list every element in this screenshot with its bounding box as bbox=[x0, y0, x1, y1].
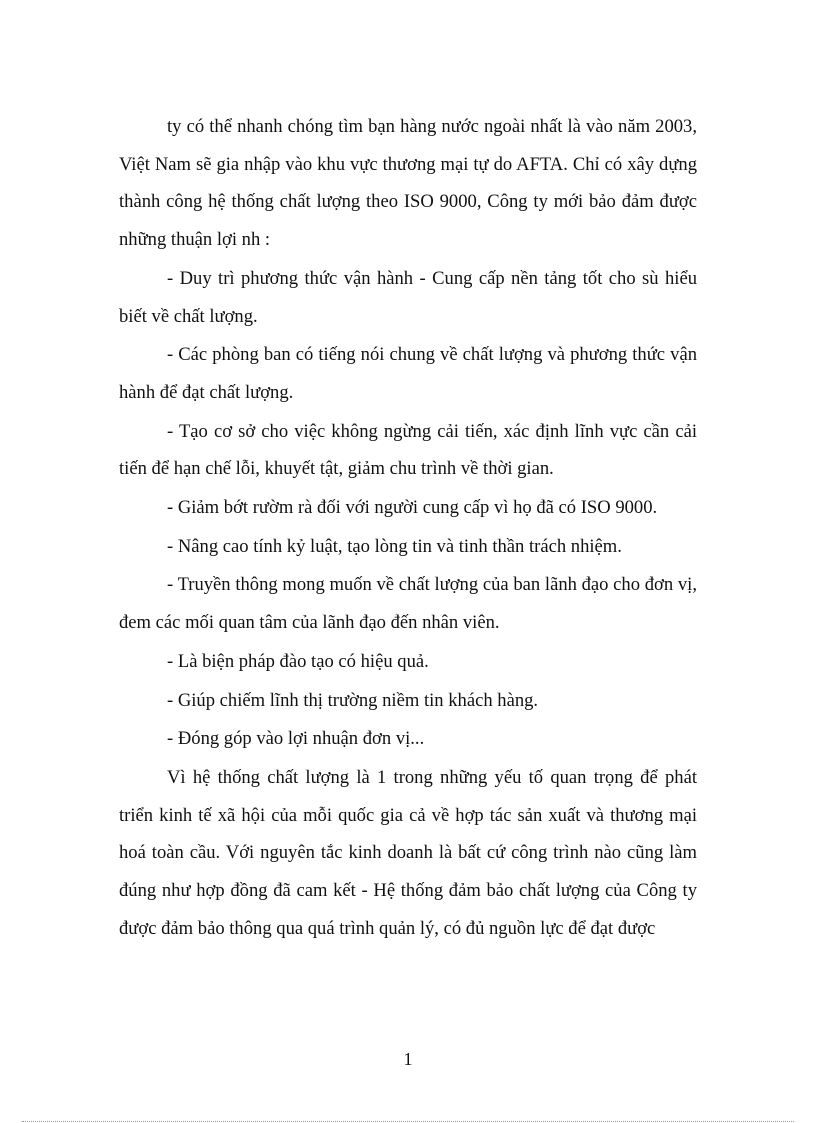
bullet-item: - Truyền thông mong muốn về chất lượng của ban lãnh đạo cho đơn vị, đem các mối quan tâm của lãnh đạo đến nhân viên. bbox=[119, 574, 697, 634]
paragraph-intro: ty có thể nhanh chóng tìm bạn hàng nước ngoài nhất là vào năm 2003, Việt Nam sẽ gia nhập vào khu vực thương mại tự do AFTA. Chỉ có xây dựng thành công hệ thống chất lượng theo ISO 9000, Công ty mới bảo đảm được những thuận lợi nh : bbox=[119, 116, 697, 251]
page-number: 1 bbox=[403, 1049, 413, 1069]
bullet-item: - Các phòng ban có tiếng nói chung về chất lượng và phương thức vận hành để đạt chất lượng. bbox=[119, 344, 697, 403]
bullet-item: - Giúp chiếm lĩnh thị trường niềm tin khách hàng. bbox=[167, 689, 539, 711]
bullet-item: - Đóng góp vào lợi nhuận đơn vị... bbox=[167, 728, 425, 750]
bullet-item: - Là biện pháp đào tạo có hiệu quả. bbox=[167, 650, 429, 672]
bullet-item: - Tạo cơ sở cho việc không ngừng cải tiến, xác định lĩnh vực cần cải tiến để hạn chế lỗi, khuyết tật, giảm chu trình về thời gian. bbox=[119, 420, 697, 480]
bullet-item: - Nâng cao tính kỷ luật, tạo lòng tin và tinh thần trách nhiệm. bbox=[167, 535, 622, 557]
bullet-item: - Giảm bớt rườm rà đối với người cung cấp vì họ đã có ISO 9000. bbox=[167, 497, 658, 519]
body-text bbox=[119, 108, 697, 947]
bullet-item: - Duy trì phương thức vận hành - Cung cấp nền tảng tốt cho sù hiểu biết về chất lượng. bbox=[119, 267, 697, 327]
footer-divider bbox=[22, 1121, 794, 1122]
paragraph-conclusion: Vì hệ thống chất lượng là 1 trong những yếu tố quan trọng để phát triển kinh tế xã hội của mỗi quốc gia cả về hợp tác sản xuất và thương mại hoá toàn cầu. Với nguyên tắc kinh doanh là bất cứ công trình nào cũng làm đúng như hợp đồng đã cam kết - Hệ thống đảm bảo chất lượng của Công ty được đảm bảo thông qua quá trình quản lý, có đủ nguồn lực để đạt được bbox=[119, 766, 697, 939]
